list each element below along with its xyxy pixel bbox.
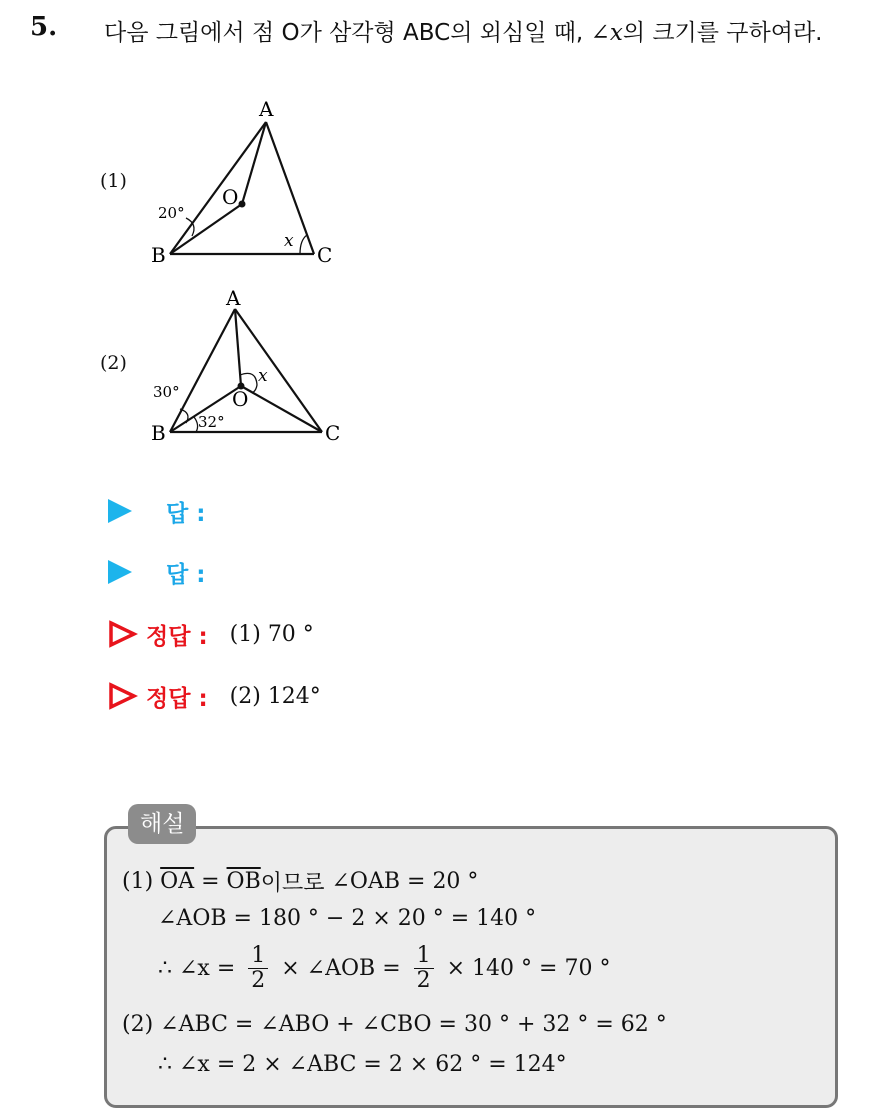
- fig1-point-o: [239, 201, 246, 208]
- question-text-part2: 의 크기를 구하여라.: [622, 20, 823, 46]
- segment-ob: $\overline{OB}$: [226, 869, 261, 894]
- question-text: [104, 14, 874, 52]
- solution-line-3: [158, 944, 610, 993]
- solution-line-2: ∠AOB = 180 ° − 2 × 20 ° = 140 °: [158, 906, 537, 931]
- outline-arrow-icon: [108, 682, 138, 710]
- fraction-numerator: 1: [248, 944, 268, 969]
- part-2-number: (2): [122, 1012, 154, 1037]
- part-1-number: (1): [122, 869, 154, 894]
- question-text-part1: 다음 그림에서 점 O가 삼각형 ABC의 외심일 때,: [104, 20, 591, 46]
- fig1-label-c: C: [317, 243, 333, 267]
- segment-oa: $\overline{OA}$: [160, 869, 195, 894]
- fraction-half: [414, 944, 434, 993]
- answer-row-2: [108, 554, 205, 590]
- fraction-numerator: 1: [414, 944, 434, 969]
- question-number: 5.: [30, 12, 58, 42]
- correct-answer-label: 정답 :: [146, 623, 208, 650]
- angle-oab: ∠OAB = 20 °: [324, 869, 479, 894]
- fig2-label-c: C: [325, 421, 341, 445]
- solution-line-4: [122, 1012, 667, 1037]
- solution-tab: 해설: [128, 804, 196, 844]
- fig2-label-o: O: [232, 387, 249, 411]
- correct-answer-row-1: [108, 616, 314, 652]
- fig1-label-a: A: [259, 97, 274, 121]
- fig1-side-ab: [170, 122, 266, 254]
- line3-middle: × ∠AOB =: [274, 956, 408, 981]
- outline-arrow-icon: [108, 620, 138, 648]
- fig1-angle-arc-x: [300, 235, 307, 254]
- figure-2-triangle: [140, 285, 370, 455]
- fraction-denominator: 2: [416, 968, 431, 993]
- correct-answer-label: 정답 :: [146, 685, 208, 712]
- fig2-angle-30: 30°: [153, 383, 180, 401]
- correct-answer-value: (1) 70 °: [229, 621, 314, 647]
- answer-label: 답 :: [166, 500, 206, 527]
- correct-answer-row-2: [108, 678, 321, 714]
- figure-1-triangle: [140, 90, 370, 275]
- fig2-angle-x: x: [258, 366, 268, 386]
- play-arrow-icon: [108, 560, 132, 584]
- fig1-angle-x: x: [284, 231, 294, 251]
- fig1-label-o: O: [222, 185, 239, 209]
- solution-line-5: ∴ ∠x = 2 × ∠ABC = 2 × 62 ° = 124°: [158, 1052, 567, 1077]
- fig2-label-b: B: [151, 421, 166, 445]
- fraction-half: [248, 944, 268, 993]
- fig1-angle-20: 20°: [158, 204, 185, 222]
- fig1-label-b: B: [151, 243, 166, 267]
- figure-1-label: (1): [100, 170, 127, 192]
- answer-row-1: [108, 493, 205, 529]
- fig1-segment-ao: [242, 122, 266, 204]
- korean-connector: 이므로: [260, 871, 325, 896]
- play-arrow-icon: [108, 499, 132, 523]
- figure-2-label: (2): [100, 352, 127, 374]
- angle-abc-equation: ∠ABC = ∠ABO + ∠CBO = 30 ° + 32 ° = 62 °: [160, 1012, 667, 1037]
- fig2-angle-32: 32°: [198, 413, 225, 431]
- angle-x-symbol: ∠x: [590, 20, 623, 46]
- line3-start: ∴ ∠x =: [158, 956, 243, 981]
- line3-end: × 140 ° = 70 °: [439, 956, 611, 981]
- answer-label: 답 :: [166, 561, 206, 588]
- equals-sign: =: [194, 869, 227, 894]
- fig2-side-ac: [235, 309, 322, 432]
- fraction-denominator: 2: [251, 968, 266, 993]
- solution-line-1: [122, 866, 478, 897]
- correct-answer-value: (2) 124°: [229, 683, 321, 709]
- fig2-label-a: A: [226, 286, 241, 310]
